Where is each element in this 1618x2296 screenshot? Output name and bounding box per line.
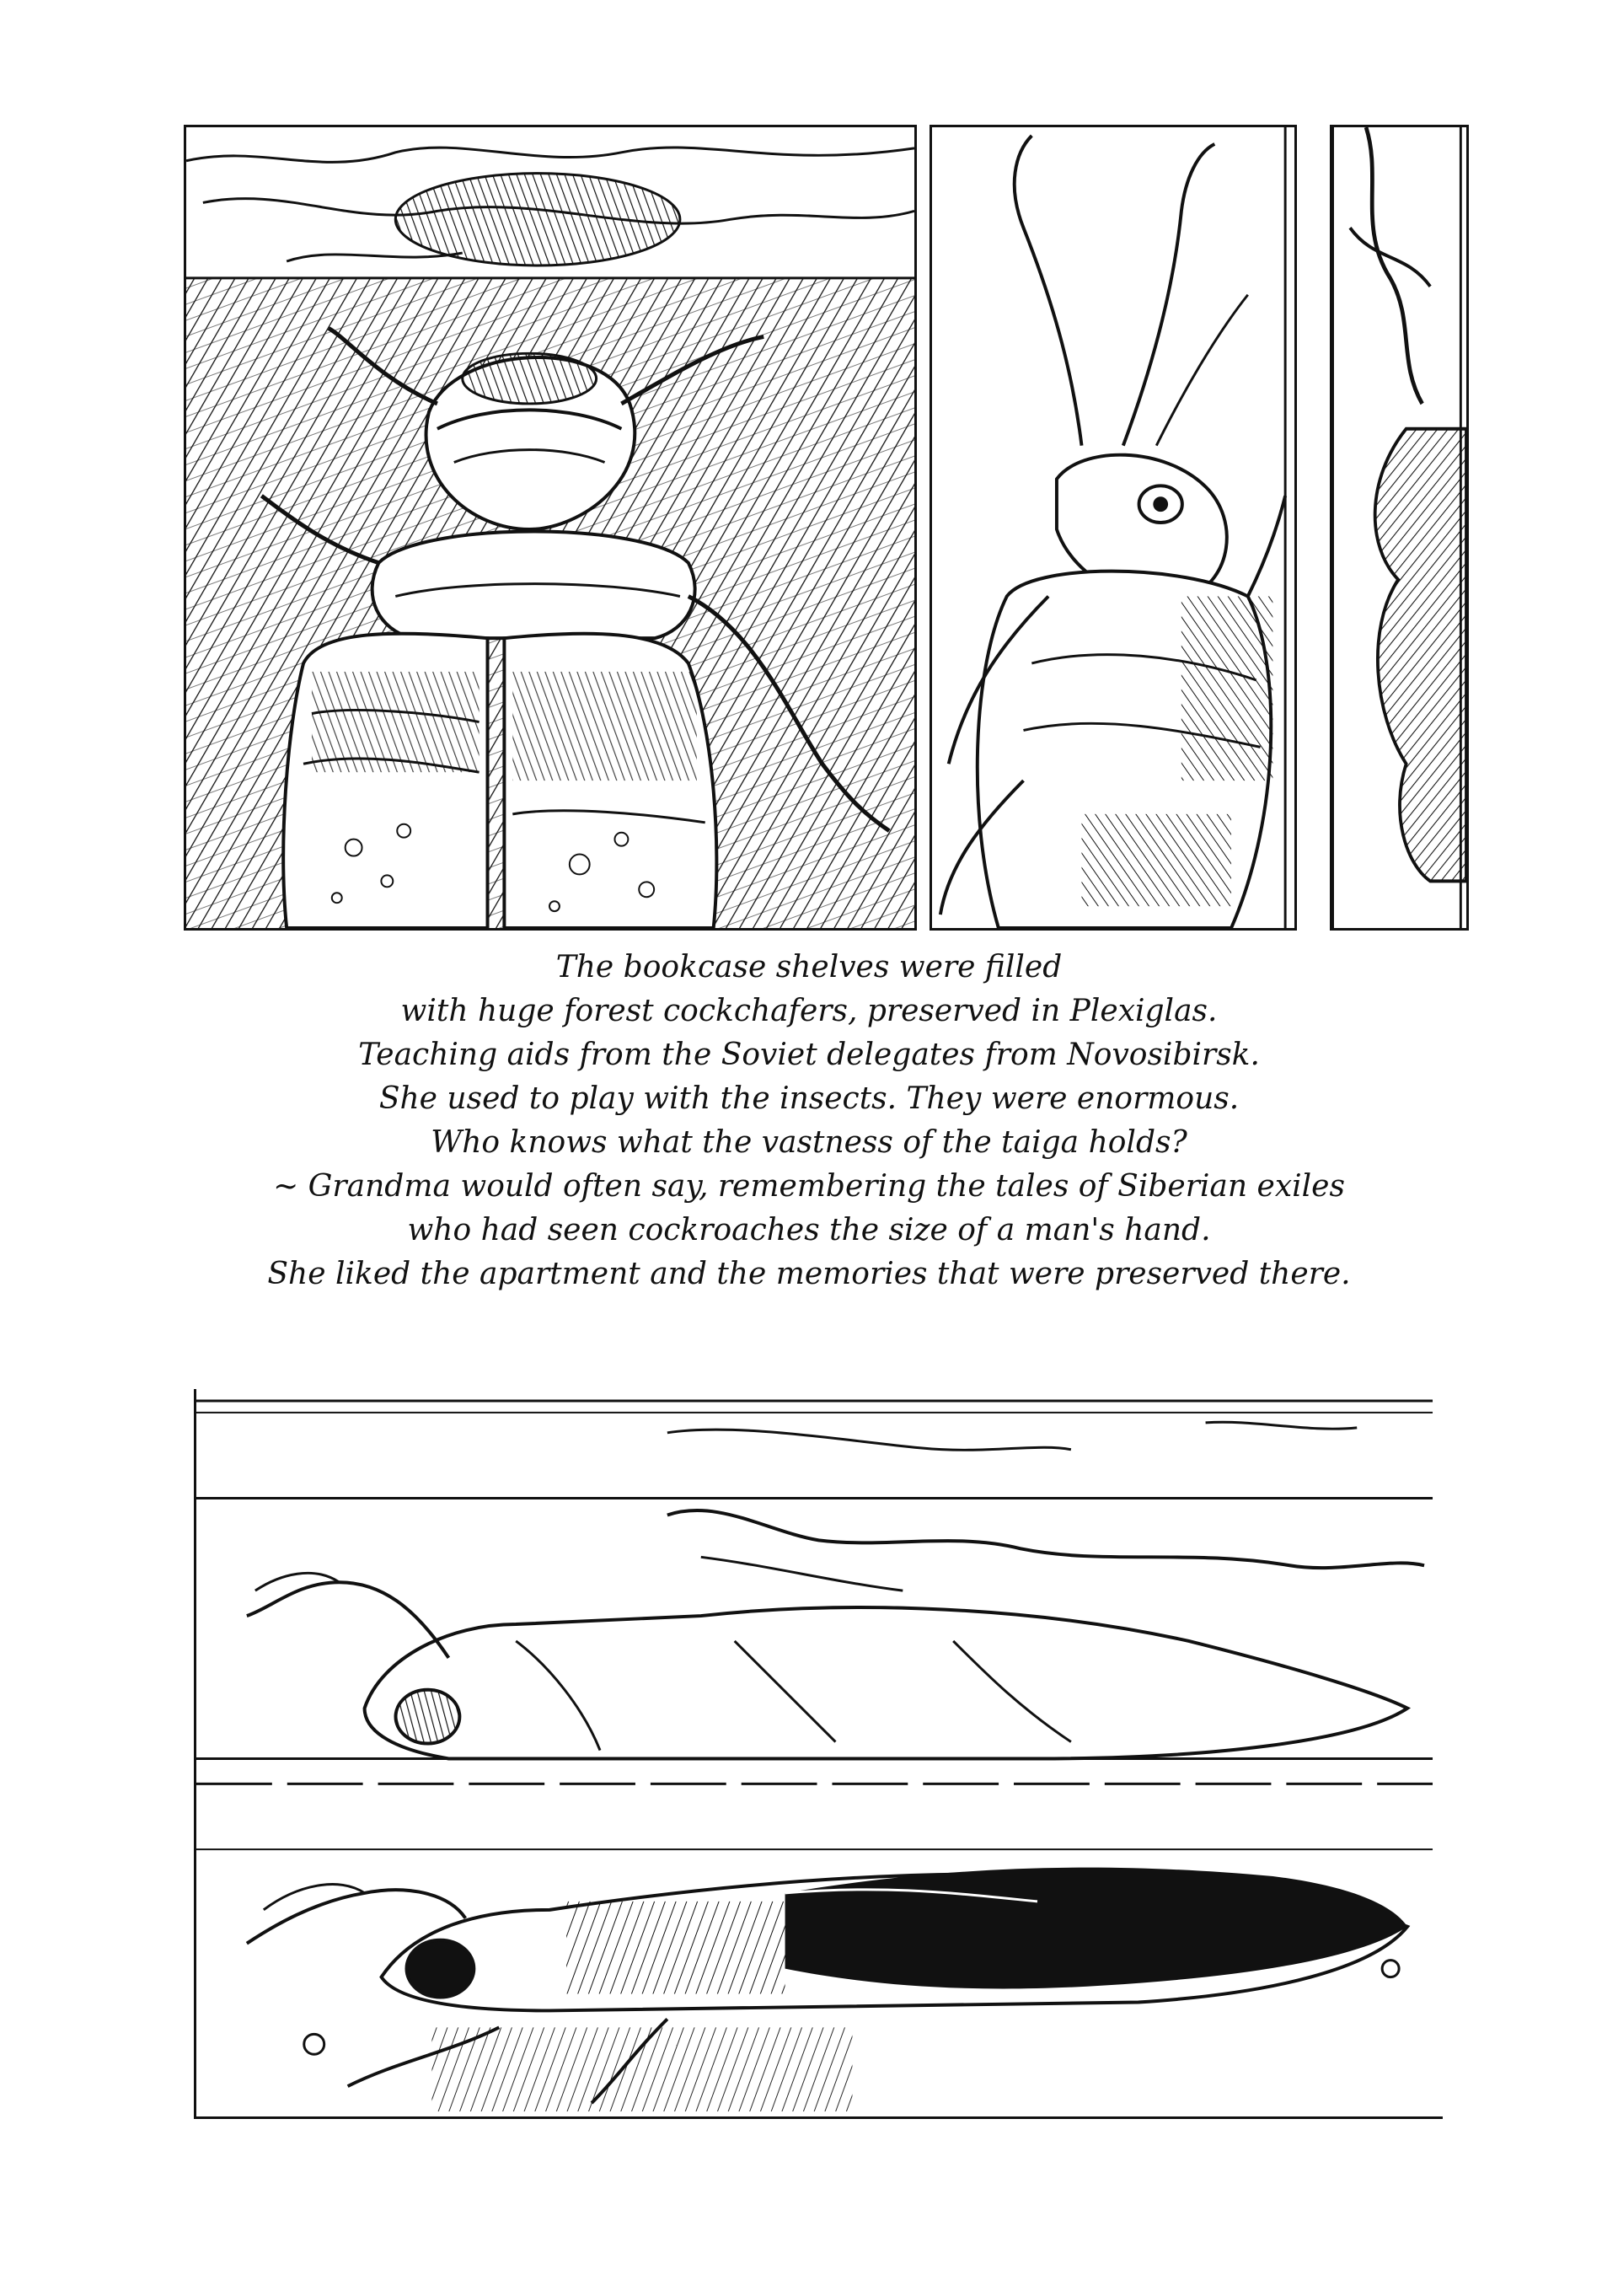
- panel-shelves-insects: [194, 1389, 1443, 2119]
- beetle-closeup-illustration: [186, 127, 914, 928]
- caption-line: with huge forest cockchafers, preserved in Plexiglas.: [400, 994, 1218, 1028]
- panel-insect-edge: [1330, 125, 1469, 931]
- caption-line: Teaching aids from the Soviet delegates from Novosibirsk.: [358, 1038, 1260, 1072]
- caption-line: ~ Grandma would often say, remembering the tales of Siberian exiles: [273, 1169, 1345, 1204]
- caption-line: Who knows what the vastness of the taiga holds?: [431, 1125, 1187, 1160]
- caption-line: The bookcase shelves were filled: [555, 950, 1063, 984]
- caption-text: [152, 946, 1466, 1296]
- caption-line: She liked the apartment and the memories that were preserved there.: [267, 1257, 1351, 1291]
- insect-edge-illustration: [1334, 127, 1466, 928]
- insect-profile-illustration: [932, 127, 1294, 928]
- caption-line: who had seen cockroaches the size of a man's hand.: [407, 1213, 1211, 1247]
- panel-insect-profile: [930, 125, 1297, 931]
- caption-line: She used to play with the insects. They were enormous.: [378, 1081, 1240, 1116]
- panel-beetle-closeup: [184, 125, 917, 931]
- shelves-insects-illustration: [196, 1389, 1443, 2116]
